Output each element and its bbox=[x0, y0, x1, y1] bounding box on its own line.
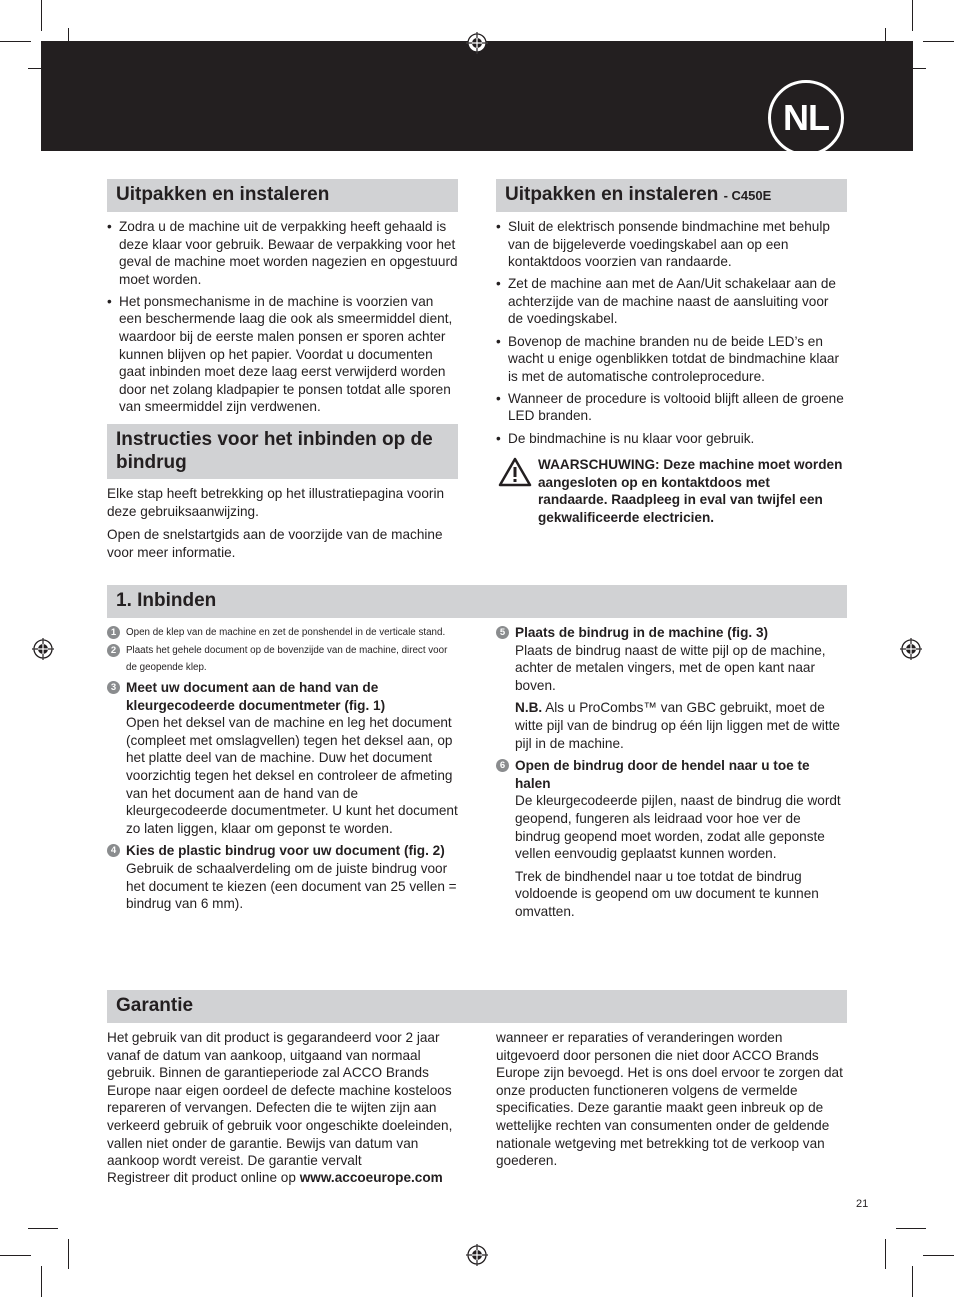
warranty-col-2: wanneer er reparaties of veranderingen worden uitgevoerd door personen die niet door ACCO Brands Europe zijn bevoegd. Het is ons doel ervoor te zorgen dat onze producten functioneren volgens de vermelde specificaties. Deze garantie maakt geen inbreuk op de wettelijke rechten van consumenten onder de geldende nationale wetgeving met betrekking tot de verkoop van goederen. bbox=[496, 1030, 843, 1169]
step-text: Plaats de bindrug naast de witte pijl op de machine, achter de metalen vingers, met de open kant naar boven. bbox=[515, 642, 826, 693]
crop-mark bbox=[896, 1228, 926, 1229]
crop-mark bbox=[41, 1266, 42, 1297]
section-heading-warranty bbox=[107, 990, 847, 1023]
section-heading-binding bbox=[107, 585, 847, 618]
page-number: 21 bbox=[856, 1198, 869, 1210]
binding-left-column bbox=[107, 624, 459, 913]
section-title: Uitpakken en instaleren bbox=[505, 184, 719, 205]
section-title: Garantie bbox=[116, 995, 194, 1016]
section-heading-unpack bbox=[107, 179, 458, 212]
registration-mark-icon bbox=[466, 32, 488, 54]
section-heading-unpack-c450e bbox=[496, 179, 847, 212]
crop-mark bbox=[28, 1228, 58, 1229]
step-number-badge: 5 bbox=[496, 626, 509, 639]
bullet-item: • Wanneer de procedure is voltooid blijft alleen de groene LED branden. bbox=[496, 390, 846, 425]
crop-mark bbox=[923, 1255, 954, 1256]
warning-block bbox=[498, 456, 843, 526]
section-title: Uitpakken en instaleren bbox=[116, 184, 330, 205]
step-5 bbox=[496, 624, 846, 752]
step-text: Open de klep van de machine en zet de ponshendel in de verticale stand. bbox=[126, 627, 446, 638]
register-text: Registreer dit product online op bbox=[107, 1170, 296, 1185]
bullet-item: • Het ponsmechanisme in de machine is voorzien van een beschermende laag die ook als smeermiddel dient, waardoor bij de eerste malen ponsen er sporen achter kunnen blijven op het papier. Voordat u documenten gaat inbinden moet deze laag eerst verwijderd worden door net zolang kladpapier te ponsen totdat alle sporen van smeermiddel zijn verdwenen. bbox=[107, 293, 459, 416]
crop-mark bbox=[912, 0, 913, 31]
step-6 bbox=[496, 757, 846, 920]
step-3 bbox=[107, 679, 459, 837]
step-number-badge: 1 bbox=[107, 626, 120, 639]
step-text: Open het deksel van de machine en leg het document (compleet met omslagvellen) tegen het deksel aan, op het platte deel van de machine. Duw het document voorzichtig tegen het deksel en controleer de afmeting van het document aan de hand van de kleurgecodeerde documentmeter. U kunt het document zo laten liggen, klaar om geponst te worden. bbox=[126, 715, 458, 836]
paragraph: Elke stap heeft betrekking op het illustratiepagina voorin deze gebruiksaanwijzing. bbox=[107, 486, 445, 519]
step-number-badge: 3 bbox=[107, 681, 120, 694]
crop-mark bbox=[68, 1239, 69, 1269]
step-number-badge: 2 bbox=[107, 644, 120, 657]
registration-mark-icon bbox=[32, 638, 54, 660]
crop-mark bbox=[912, 1266, 913, 1297]
section-heading-instructions bbox=[107, 424, 458, 479]
bullet-item: • De bindmachine is nu klaar voor gebruik. bbox=[496, 430, 846, 448]
step-title: Open de bindrug door de hendel naar u toe te halen bbox=[515, 758, 810, 791]
crop-mark bbox=[0, 1255, 31, 1256]
bullet-item: • Zet de machine aan met de Aan/Uit schakelaar aan de achterzijde van de machine naast de aansluiting voor de voedingskabel. bbox=[496, 275, 846, 328]
step-1 bbox=[107, 624, 459, 641]
warning-triangle-icon bbox=[498, 457, 532, 487]
register-link[interactable]: www.accoeurope.com bbox=[299, 1170, 443, 1185]
crop-mark bbox=[923, 41, 954, 42]
crop-mark bbox=[885, 1239, 886, 1269]
instructions-text bbox=[107, 485, 457, 561]
unpack-bullets bbox=[107, 218, 459, 421]
section-title: Instructies voor het inbinden op de bindrug bbox=[116, 429, 433, 473]
bullet-item: • Zodra u de machine uit de verpakking heeft gehaald is deze klaar voor gebruik. Bewaar de verpakking voor het geval de machine moet worden nagezien en opgestuurd moet worden. bbox=[107, 218, 459, 288]
step-title: Kies de plastic bindrug voor uw document (fig. 2) bbox=[126, 843, 445, 859]
section-subtitle: - C450E bbox=[723, 188, 772, 203]
step-title: Meet uw document aan de hand van de kleurgecodeerde documentmeter (fig. 1) bbox=[126, 680, 386, 713]
bullet-item: • Bovenop de machine branden nu de beide LED’s en wacht u enige ogenblikken totdat de bindmachine klaar is met de automatische controleprocedure. bbox=[496, 333, 846, 386]
bullet-item: • Sluit de elektrisch ponsende bindmachine met behulp van de bijgeleverde voedingskabel aan op een kontaktdoos voorzien van randaarde. bbox=[496, 218, 846, 271]
step-4 bbox=[107, 842, 459, 912]
register-line bbox=[107, 1169, 607, 1187]
registration-mark-icon bbox=[466, 1244, 488, 1266]
step-title: Plaats de bindrug in de machine (fig. 3) bbox=[515, 625, 769, 640]
crop-mark bbox=[0, 41, 31, 42]
step-2 bbox=[107, 642, 459, 676]
language-badge: NL bbox=[768, 80, 844, 156]
unpack-c450e-bullets bbox=[496, 218, 846, 452]
section-title: 1. Inbinden bbox=[116, 590, 217, 611]
step-number-badge: 6 bbox=[496, 759, 509, 772]
warning-text: WAARSCHUWING: Deze machine moet worden aangesloten op en kontaktdoos met randaarde. Raadpleeg in eval van twijfel een gekwalificeerde electricien. bbox=[538, 457, 843, 525]
step-text: Gebruik de schaalverdeling om de juiste bindrug voor het document te kiezen (een document van 25 vellen = bindrug van 6 mm). bbox=[126, 860, 457, 912]
step-text: De kleurgecodeerde pijlen, naast de bindrug die wordt geopend, fungeren als leidraad voor hoe ver de bindrug geopend moet worden, zodat alle geponste vellen eenvoudig geplaatst kunnen worden. bbox=[515, 793, 841, 862]
note-label: N.B. bbox=[515, 700, 543, 716]
note-text: Als u ProCombs™ van GBC gebruikt, moet de witte pijl van de bindrug op één lijn liggen met de witte pijl in de machine. bbox=[515, 700, 840, 751]
paragraph: Open de snelstartgids aan de voorzijde van de machine voor meer informatie. bbox=[107, 527, 443, 560]
step-note bbox=[515, 699, 846, 752]
step-text: Plaats het gehele document op de bovenzijde van de machine, direct voor de geopende klep. bbox=[126, 645, 448, 673]
registration-mark-icon bbox=[900, 638, 922, 660]
crop-mark bbox=[41, 0, 42, 31]
warranty-col-1: Het gebruik van dit product is gegarandeerd voor 2 jaar vanaf de datum van aankoop, uitgaand van normaal gebruik. Binnen de garantieperiode zal ACCO Brands Europe naar eigen oordeel de defecte machine kosteloos repareren of vervangen. Defecten die te wijten zijn aan verkeerd gebruik of gebruik voor ongeschikte doeleinden, vallen niet onder de garantie. Bewijs van datum van aankoop wordt vereist. De garantie vervalt bbox=[107, 1030, 453, 1169]
step-text-2: Trek de bindhendel naar u toe totdat de bindrug voldoende is geopend om uw document te kunnen omvatten. bbox=[515, 868, 819, 919]
step-number-badge: 4 bbox=[107, 844, 120, 857]
binding-right-column bbox=[496, 624, 846, 921]
